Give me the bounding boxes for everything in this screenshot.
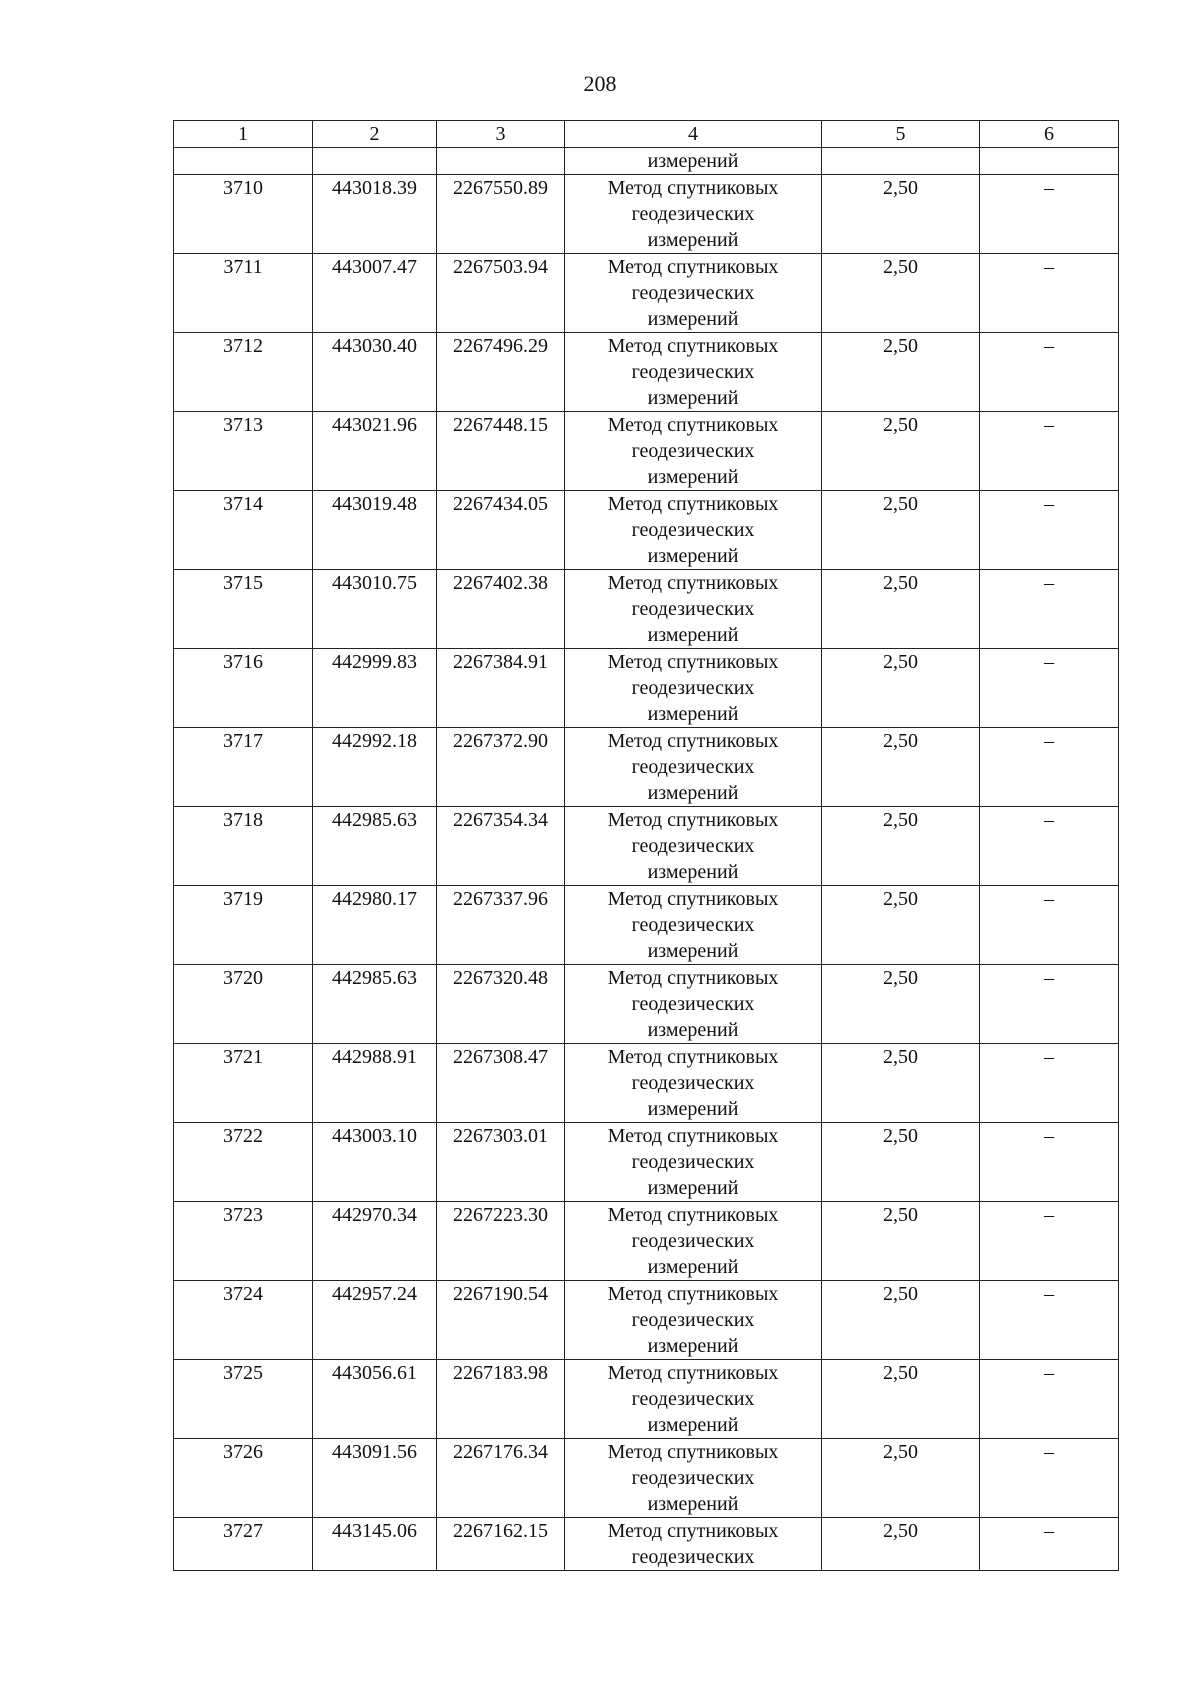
accuracy-cell: 2,50 bbox=[822, 254, 980, 333]
method-line: измерений bbox=[647, 1098, 739, 1120]
method-cell bbox=[565, 886, 822, 965]
x-coordinate-cell: 443007.47 bbox=[313, 254, 437, 333]
method-line: измерений bbox=[647, 861, 739, 883]
continuation-cell bbox=[980, 148, 1119, 175]
x-coordinate-cell: 443019.48 bbox=[313, 491, 437, 570]
method-cell bbox=[565, 1360, 822, 1439]
accuracy-cell: 2,50 bbox=[822, 175, 980, 254]
y-coordinate-cell: 2267303.01 bbox=[437, 1123, 565, 1202]
method-cell bbox=[565, 333, 822, 412]
note-cell: – bbox=[980, 570, 1119, 649]
point-number-cell: 3725 bbox=[174, 1360, 313, 1439]
y-coordinate-cell: 2267320.48 bbox=[437, 965, 565, 1044]
method-line: геодезических bbox=[631, 993, 755, 1015]
y-coordinate-cell: 2267384.91 bbox=[437, 649, 565, 728]
y-coordinate-cell: 2267308.47 bbox=[437, 1044, 565, 1123]
point-number-cell: 3721 bbox=[174, 1044, 313, 1123]
x-coordinate-cell: 443091.56 bbox=[313, 1439, 437, 1518]
method-line: геодезических bbox=[631, 756, 755, 778]
method-line: Метод спутниковых bbox=[607, 1125, 779, 1147]
point-number-cell: 3714 bbox=[174, 491, 313, 570]
y-coordinate-cell: 2267354.34 bbox=[437, 807, 565, 886]
x-coordinate-cell: 443145.06 bbox=[313, 1518, 437, 1571]
method-line: геодезических bbox=[631, 598, 755, 620]
method-line: Метод спутниковых bbox=[607, 493, 779, 515]
method-cell bbox=[565, 175, 822, 254]
x-coordinate-cell: 442985.63 bbox=[313, 965, 437, 1044]
point-number-cell: 3713 bbox=[174, 412, 313, 491]
point-number-cell: 3724 bbox=[174, 1281, 313, 1360]
method-line: Метод спутниковых bbox=[607, 1362, 779, 1384]
method-line: геодезических bbox=[631, 282, 755, 304]
x-coordinate-cell: 442970.34 bbox=[313, 1202, 437, 1281]
x-coordinate-cell: 443030.40 bbox=[313, 333, 437, 412]
continuation-cell bbox=[822, 148, 980, 175]
table-row bbox=[174, 333, 1119, 412]
accuracy-cell: 2,50 bbox=[822, 649, 980, 728]
continuation-cell bbox=[437, 148, 565, 175]
method-line: геодезических bbox=[631, 203, 755, 225]
method-line: Метод спутниковых bbox=[607, 967, 779, 989]
method-cell bbox=[565, 254, 822, 333]
method-cell bbox=[565, 570, 822, 649]
y-coordinate-cell: 2267223.30 bbox=[437, 1202, 565, 1281]
method-line: Метод спутниковых bbox=[607, 1204, 779, 1226]
note-cell: – bbox=[980, 175, 1119, 254]
method-line: геодезических bbox=[631, 1230, 755, 1252]
method-line: геодезических bbox=[631, 1151, 755, 1173]
x-coordinate-cell: 442980.17 bbox=[313, 886, 437, 965]
accuracy-cell: 2,50 bbox=[822, 1439, 980, 1518]
note-cell: – bbox=[980, 1518, 1119, 1571]
column-header: 6 bbox=[980, 121, 1119, 148]
method-line: Метод спутниковых bbox=[607, 256, 779, 278]
method-line: геодезических bbox=[631, 519, 755, 541]
method-line: Метод спутниковых bbox=[607, 177, 779, 199]
note-cell: – bbox=[980, 886, 1119, 965]
point-number-cell: 3711 bbox=[174, 254, 313, 333]
accuracy-cell: 2,50 bbox=[822, 412, 980, 491]
accuracy-cell: 2,50 bbox=[822, 965, 980, 1044]
y-coordinate-cell: 2267176.34 bbox=[437, 1439, 565, 1518]
point-number-cell: 3717 bbox=[174, 728, 313, 807]
method-cell bbox=[565, 728, 822, 807]
accuracy-cell: 2,50 bbox=[822, 491, 980, 570]
method-cell bbox=[565, 1044, 822, 1123]
method-line: измерений bbox=[647, 703, 739, 725]
note-cell: – bbox=[980, 807, 1119, 886]
method-cell bbox=[565, 649, 822, 728]
method-cell bbox=[565, 1281, 822, 1360]
method-line: геодезических bbox=[631, 1388, 755, 1410]
table-row bbox=[174, 1123, 1119, 1202]
table-row bbox=[174, 1044, 1119, 1123]
method-line: измерений bbox=[647, 1493, 739, 1515]
method-line: измерений bbox=[647, 1256, 739, 1278]
note-cell: – bbox=[980, 965, 1119, 1044]
method-line: Метод спутниковых bbox=[607, 888, 779, 910]
y-coordinate-cell: 2267448.15 bbox=[437, 412, 565, 491]
method-line: геодезических bbox=[631, 361, 755, 383]
x-coordinate-cell: 443003.10 bbox=[313, 1123, 437, 1202]
method-line: Метод спутниковых bbox=[607, 1520, 779, 1542]
y-coordinate-cell: 2267496.29 bbox=[437, 333, 565, 412]
y-coordinate-cell: 2267337.96 bbox=[437, 886, 565, 965]
table-row bbox=[174, 965, 1119, 1044]
table-row bbox=[174, 886, 1119, 965]
method-line: измерений bbox=[647, 1335, 739, 1357]
method-line: измерений bbox=[647, 545, 739, 567]
method-line: Метод спутниковых bbox=[607, 1046, 779, 1068]
method-line: Метод спутниковых bbox=[607, 572, 779, 594]
accuracy-cell: 2,50 bbox=[822, 1044, 980, 1123]
point-number-cell: 3718 bbox=[174, 807, 313, 886]
y-coordinate-cell: 2267434.05 bbox=[437, 491, 565, 570]
point-number-cell: 3727 bbox=[174, 1518, 313, 1571]
table-row bbox=[174, 1202, 1119, 1281]
y-coordinate-cell: 2267503.94 bbox=[437, 254, 565, 333]
method-cell bbox=[565, 1123, 822, 1202]
method-line: измерений bbox=[647, 1177, 739, 1199]
method-cell bbox=[565, 807, 822, 886]
table-row bbox=[174, 570, 1119, 649]
continuation-cell: измерений bbox=[565, 148, 822, 175]
method-line: измерений bbox=[647, 1414, 739, 1436]
continuation-row bbox=[174, 148, 1119, 175]
method-line: геодезических bbox=[631, 677, 755, 699]
method-cell bbox=[565, 1439, 822, 1518]
method-cell bbox=[565, 1202, 822, 1281]
method-cell bbox=[565, 491, 822, 570]
accuracy-cell: 2,50 bbox=[822, 1518, 980, 1571]
method-line: геодезических bbox=[631, 914, 755, 936]
accuracy-cell: 2,50 bbox=[822, 570, 980, 649]
table-row bbox=[174, 728, 1119, 807]
y-coordinate-cell: 2267402.38 bbox=[437, 570, 565, 649]
note-cell: – bbox=[980, 491, 1119, 570]
table-row bbox=[174, 649, 1119, 728]
x-coordinate-cell: 442957.24 bbox=[313, 1281, 437, 1360]
point-number-cell: 3720 bbox=[174, 965, 313, 1044]
table-row bbox=[174, 412, 1119, 491]
y-coordinate-cell: 2267183.98 bbox=[437, 1360, 565, 1439]
method-cell bbox=[565, 1518, 822, 1571]
method-line: измерений bbox=[647, 1019, 739, 1041]
method-line: Метод спутниковых bbox=[607, 414, 779, 436]
method-line: Метод спутниковых bbox=[607, 651, 779, 673]
header-row bbox=[174, 121, 1119, 148]
method-cell bbox=[565, 412, 822, 491]
method-line: Метод спутниковых bbox=[607, 335, 779, 357]
table-row bbox=[174, 1281, 1119, 1360]
method-line: Метод спутниковых bbox=[607, 809, 779, 831]
y-coordinate-cell: 2267372.90 bbox=[437, 728, 565, 807]
table-body bbox=[174, 121, 1119, 1571]
method-line: измерений bbox=[647, 229, 739, 251]
method-line: геодезических bbox=[631, 1546, 755, 1568]
column-header: 2 bbox=[313, 121, 437, 148]
table-row bbox=[174, 254, 1119, 333]
note-cell: – bbox=[980, 1123, 1119, 1202]
accuracy-cell: 2,50 bbox=[822, 1281, 980, 1360]
accuracy-cell: 2,50 bbox=[822, 1123, 980, 1202]
method-cell bbox=[565, 965, 822, 1044]
method-line: Метод спутниковых bbox=[607, 1283, 779, 1305]
x-coordinate-cell: 442999.83 bbox=[313, 649, 437, 728]
x-coordinate-cell: 443018.39 bbox=[313, 175, 437, 254]
accuracy-cell: 2,50 bbox=[822, 1202, 980, 1281]
table-row bbox=[174, 1518, 1119, 1571]
table-row bbox=[174, 175, 1119, 254]
table-row bbox=[174, 807, 1119, 886]
note-cell: – bbox=[980, 1360, 1119, 1439]
method-line: геодезических bbox=[631, 835, 755, 857]
table-row bbox=[174, 491, 1119, 570]
coordinates-table bbox=[173, 120, 1119, 1571]
page-number: 208 bbox=[583, 71, 617, 96]
x-coordinate-cell: 442988.91 bbox=[313, 1044, 437, 1123]
column-header: 3 bbox=[437, 121, 565, 148]
continuation-cell bbox=[313, 148, 437, 175]
point-number-cell: 3715 bbox=[174, 570, 313, 649]
accuracy-cell: 2,50 bbox=[822, 807, 980, 886]
accuracy-cell: 2,50 bbox=[822, 728, 980, 807]
note-cell: – bbox=[980, 649, 1119, 728]
y-coordinate-cell: 2267162.15 bbox=[437, 1518, 565, 1571]
method-line: геодезических bbox=[631, 1467, 755, 1489]
x-coordinate-cell: 443010.75 bbox=[313, 570, 437, 649]
note-cell: – bbox=[980, 412, 1119, 491]
method-line: измерений bbox=[647, 624, 739, 646]
table-row bbox=[174, 1439, 1119, 1518]
accuracy-cell: 2,50 bbox=[822, 886, 980, 965]
note-cell: – bbox=[980, 1281, 1119, 1360]
point-number-cell: 3716 bbox=[174, 649, 313, 728]
note-cell: – bbox=[980, 1044, 1119, 1123]
table-row bbox=[174, 1360, 1119, 1439]
method-line: измерений bbox=[647, 308, 739, 330]
note-cell: – bbox=[980, 728, 1119, 807]
method-line: измерений bbox=[647, 782, 739, 804]
method-line: геодезических bbox=[631, 1072, 755, 1094]
x-coordinate-cell: 443056.61 bbox=[313, 1360, 437, 1439]
method-line: Метод спутниковых bbox=[607, 1441, 779, 1463]
method-line: Метод спутниковых bbox=[607, 730, 779, 752]
method-line: геодезических bbox=[631, 440, 755, 462]
method-line: геодезических bbox=[631, 1309, 755, 1331]
point-number-cell: 3719 bbox=[174, 886, 313, 965]
y-coordinate-cell: 2267190.54 bbox=[437, 1281, 565, 1360]
y-coordinate-cell: 2267550.89 bbox=[437, 175, 565, 254]
column-header: 5 bbox=[822, 121, 980, 148]
column-header: 1 bbox=[174, 121, 313, 148]
method-line: измерений bbox=[647, 387, 739, 409]
accuracy-cell: 2,50 bbox=[822, 333, 980, 412]
x-coordinate-cell: 443021.96 bbox=[313, 412, 437, 491]
continuation-cell bbox=[174, 148, 313, 175]
point-number-cell: 3726 bbox=[174, 1439, 313, 1518]
note-cell: – bbox=[980, 1439, 1119, 1518]
note-cell: – bbox=[980, 333, 1119, 412]
method-line: измерений bbox=[647, 466, 739, 488]
x-coordinate-cell: 442985.63 bbox=[313, 807, 437, 886]
point-number-cell: 3710 bbox=[174, 175, 313, 254]
accuracy-cell: 2,50 bbox=[822, 1360, 980, 1439]
note-cell: – bbox=[980, 1202, 1119, 1281]
note-cell: – bbox=[980, 254, 1119, 333]
column-header: 4 bbox=[565, 121, 822, 148]
point-number-cell: 3722 bbox=[174, 1123, 313, 1202]
point-number-cell: 3712 bbox=[174, 333, 313, 412]
x-coordinate-cell: 442992.18 bbox=[313, 728, 437, 807]
point-number-cell: 3723 bbox=[174, 1202, 313, 1281]
method-line: измерений bbox=[647, 940, 739, 962]
